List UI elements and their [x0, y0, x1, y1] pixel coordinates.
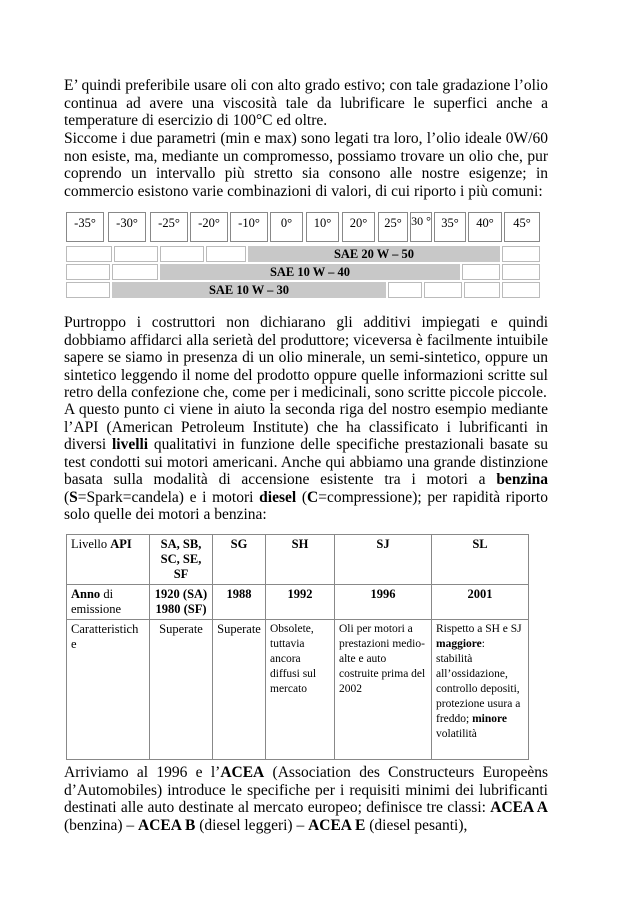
table-header-cell: Livello API — [67, 535, 150, 585]
table-cell: Obsolete, tuttavia ancora diffusi sul mercato — [266, 620, 335, 760]
temp-header: 40° — [468, 212, 502, 242]
temperature-table — [66, 212, 544, 300]
temp-header: 35° — [434, 212, 466, 242]
paragraph-5: Arriviamo al 1996 e l’ACEA (Association des Constructeurs Europeèns d’Automobiles) introduce le specifiche per i requisiti minimi dei lubrificanti destinati alle auto destinate al mercato europeo; definisce tre classi: ACEA A (benzina) – ACEA B (diesel leggeri) – ACEA E (diesel pesanti), — [64, 764, 548, 834]
temp-header: 25° — [378, 212, 408, 242]
empty-cell — [502, 264, 540, 280]
temp-header: -20° — [190, 212, 228, 242]
table-cell: 1992 — [266, 585, 335, 620]
empty-cell — [502, 282, 540, 298]
table-cell: Rispetto a SH e SJ maggiore: stabilità all’ossidazione, controllo depositi, protezione usura a freddo; minore volatilità — [432, 620, 529, 760]
paragraph-1: E’ quindi preferibile usare oli con alto grado estivo; con tale gradazione l’olio continua ad avere una viscosità tale da lubrificare le superfici anche a temperature di esercizio di 100°C ed oltre. — [64, 77, 548, 129]
table-row — [67, 620, 529, 760]
table-cell: 1996 — [335, 585, 432, 620]
temp-header: 10° — [306, 212, 339, 242]
temp-header: 0° — [270, 212, 303, 242]
temp-header: -35° — [66, 212, 104, 242]
table-row — [67, 585, 529, 620]
table-header-cell: SG — [213, 535, 266, 585]
empty-cell — [502, 246, 540, 262]
empty-cell — [388, 282, 422, 298]
table-header-cell: SA, SB, SC, SE, SF — [150, 535, 213, 585]
sae-10w30-bar: SAE 10 W – 30 — [112, 282, 386, 298]
empty-cell — [112, 264, 158, 280]
table-cell: Superate — [213, 620, 266, 760]
temp-header: 20° — [342, 212, 375, 242]
empty-cell — [66, 282, 110, 298]
empty-cell — [462, 264, 500, 280]
paragraph-2: Siccome i due parametri (min e max) sono legati tra loro, l’olio ideale 0W/60 non esiste, ma, mediante un compromesso, possiamo trovare un olio che, pur coprendo un intervallo più stretto sia consono alle nostre esigenze; in commercio esistono varie combinazioni di valori, di cui riporto i più comuni: — [64, 130, 548, 200]
table-cell: 1988 — [213, 585, 266, 620]
empty-cell — [206, 246, 246, 262]
table-cell: Superate — [150, 620, 213, 760]
temp-header: -10° — [230, 212, 268, 242]
paragraph-4: A questo punto ci viene in aiuto la seconda riga del nostro esempio mediante l’API (American Petroleum Institute) che ha classificato i lubrificanti in diversi livelli qualitativi in funzione delle specifiche prestazionali basate su test condotti sui motori americani. Anche qui abbiamo una grande distinzione basata sulla modalità di accensione esistente tra i motori a benzina (S=Spark=candela) e i motori diesel (C=compressione); per rapidità riporto solo quelle dei motori a benzina: — [64, 401, 548, 523]
sae-10w40-bar: SAE 10 W – 40 — [160, 264, 460, 280]
empty-cell — [424, 282, 462, 298]
table-cell: Caratteristich e — [67, 620, 150, 760]
table-header-cell: SL — [432, 535, 529, 585]
table-row — [67, 535, 529, 585]
empty-cell — [114, 246, 158, 262]
api-levels-table — [66, 534, 529, 760]
temp-header: 30 ° — [410, 212, 432, 242]
paragraph-3: Purtroppo i costruttori non dichiarano gli additivi impiegati e quindi dobbiamo affidarci alla serietà del produttore; viceversa è facilmente intuibile sapere se siamo in presenza di un olio minerale, un semi-sintetico, oppure un sintetico leggendo il nome del prodotto oppure quelle informazioni scritte sul retro della confezione che, come per i medicinali, sono scritte piccole piccole. — [64, 314, 548, 401]
table-cell: Oli per motori a prestazioni medio-alte e auto costruite prima del 2002 — [335, 620, 432, 760]
table-header-cell: SH — [266, 535, 335, 585]
sae-20w50-bar: SAE 20 W – 50 — [248, 246, 500, 262]
table-cell: 2001 — [432, 585, 529, 620]
temp-header: 45° — [504, 212, 540, 242]
temp-header: -25° — [150, 212, 188, 242]
temp-header: -30° — [108, 212, 146, 242]
table-header-cell: SJ — [335, 535, 432, 585]
empty-cell — [160, 246, 204, 262]
table-cell: 1920 (SA) 1980 (SF) — [150, 585, 213, 620]
empty-cell — [464, 282, 500, 298]
empty-cell — [66, 246, 112, 262]
table-cell: Anno di emissione — [67, 585, 150, 620]
empty-cell — [66, 264, 110, 280]
